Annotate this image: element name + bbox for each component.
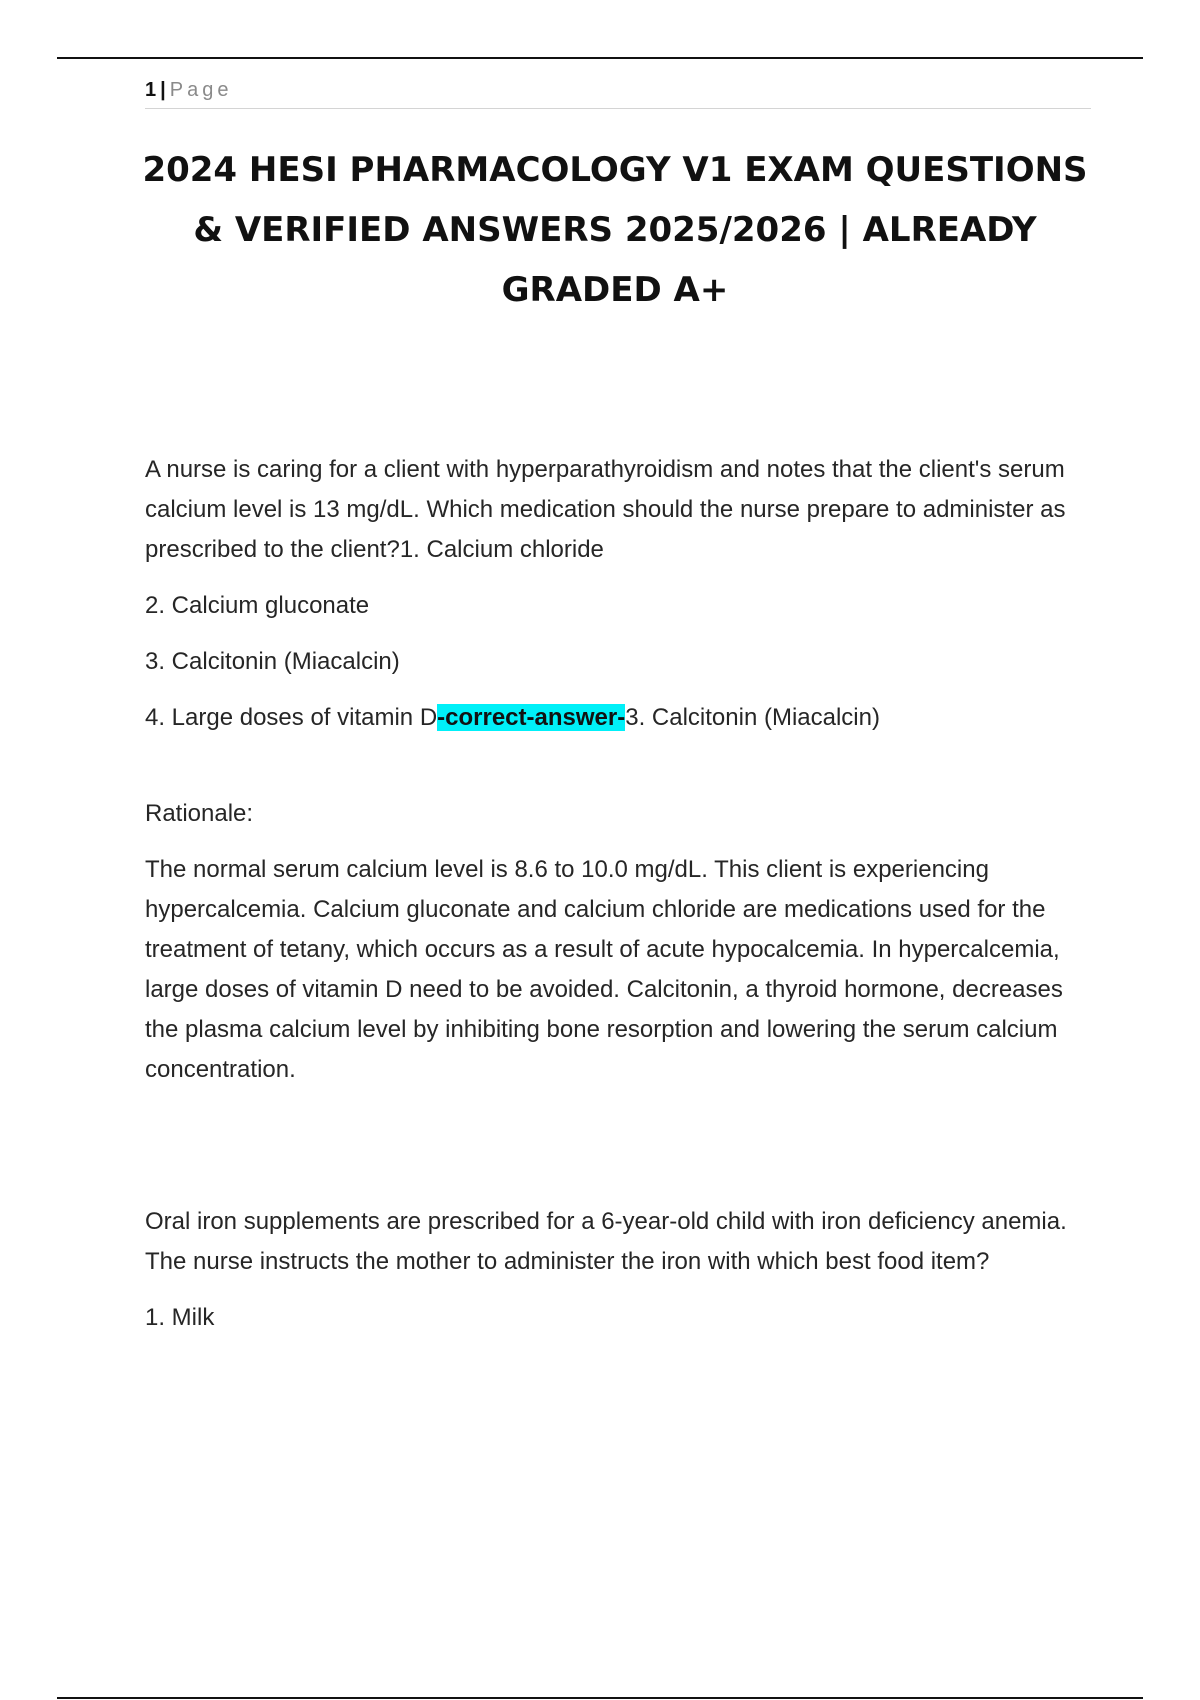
- bottom-rule: [57, 1697, 1143, 1699]
- document-body: [145, 450, 1095, 1354]
- page-label: Page: [169, 79, 233, 101]
- question-2-option-1: 1. Milk: [145, 1304, 215, 1331]
- top-rule: [57, 57, 1143, 59]
- question-1-option-3: 3. Calcitonin (Miacalcin): [145, 648, 400, 675]
- question-1-stem: A nurse is caring for a client with hyperparathyroidism and notes that the client's serum calcium level is 13 mg/dL. Which medication should the nurse prepare to administer as prescribed to the client?1. Calcium chloride: [145, 456, 1066, 563]
- question-1-option-2: 2. Calcium gluconate: [145, 592, 370, 619]
- page-number: 1: [145, 79, 157, 101]
- page-header: [145, 76, 1091, 109]
- rationale-text: The normal serum calcium level is 8.6 to 10.0 mg/dL. This client is experiencing hypercalcemia. Calcium gluconate and calcium chloride are medications used for the treatment of tetany, which occurs as a result of acute hypocalcemia. In hypercalcemia, large doses of vitamin D need to be avoided. Calcitonin, a thyroid hormone, decreases the plasma calcium level by inhibiting bone resorption and lowering the serum calcium concentration.: [145, 856, 1063, 1083]
- correct-answer-marker: -correct-answer-: [437, 704, 626, 731]
- question-2-stem: Oral iron supplements are prescribed for a 6-year-old child with iron deficiency anemia. The nurse instructs the mother to administer the iron with which best food item?: [145, 1208, 1067, 1275]
- question-1-option-4-with-answer: [145, 698, 1095, 738]
- correct-answer-text: 3. Calcitonin (Miacalcin): [625, 704, 880, 731]
- document-title: 2024 HESI PHARMACOLOGY V1 EXAM QUESTIONS & VERIFIED ANSWERS 2025/2026 | ALREADY GRADED A+: [142, 150, 1088, 310]
- option-4-text: 4. Large doses of vitamin D: [145, 704, 438, 731]
- page-separator: |: [160, 79, 166, 101]
- rationale-label: Rationale:: [145, 800, 254, 827]
